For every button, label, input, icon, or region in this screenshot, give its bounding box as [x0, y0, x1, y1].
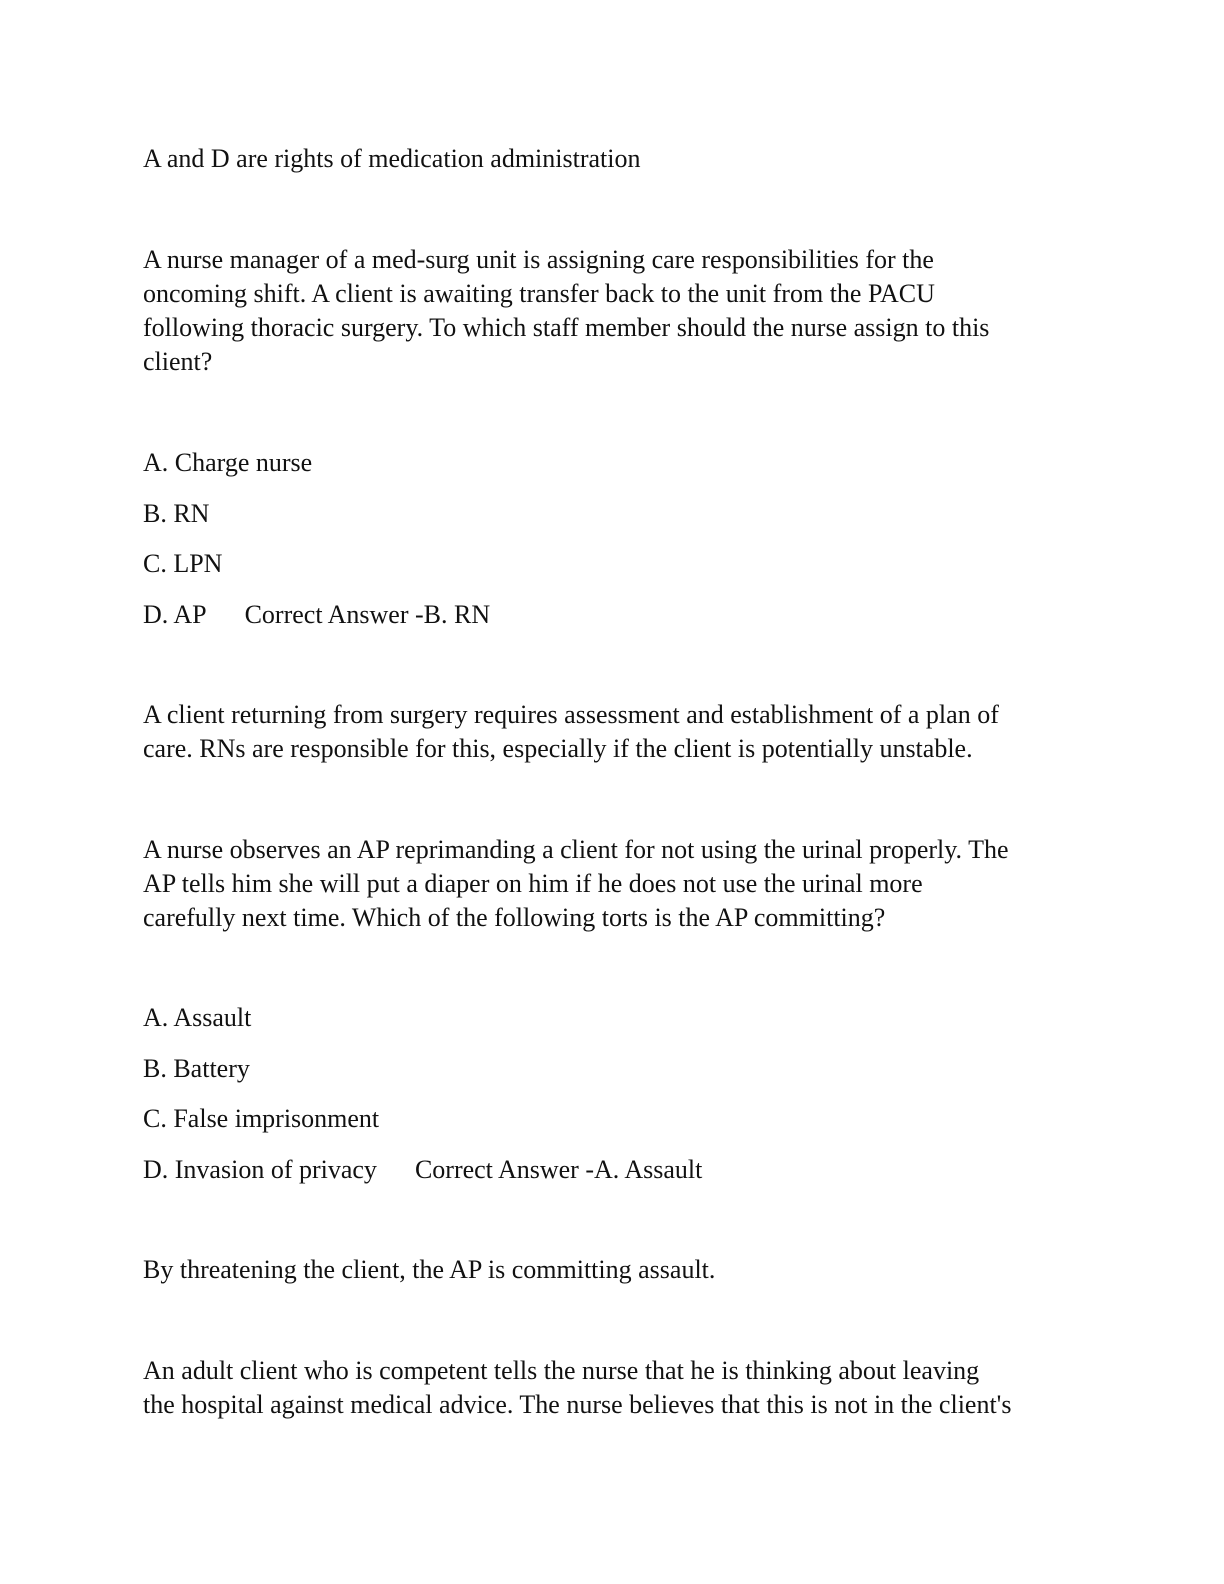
option-d: D. Invasion of privacy	[143, 1155, 377, 1184]
question-2-stem	[143, 833, 1083, 935]
question-line: A nurse observes an AP reprimanding a client for not using the urinal properly. The	[143, 835, 1009, 864]
question-1-rationale	[143, 698, 1083, 766]
correct-answer: Correct Answer -A. Assault	[414, 1155, 703, 1184]
option-d-row	[143, 1153, 702, 1187]
rationale-text: By threatening the client, the AP is committing assault.	[143, 1255, 716, 1284]
question-3-stem	[143, 1354, 1083, 1422]
question-line: the hospital against medical advice. The nurse believes that this is not in the client's	[143, 1390, 1012, 1419]
option-d-row	[143, 598, 490, 632]
question-line: following thoracic surgery. To which staff member should the nurse assign to this	[143, 313, 990, 342]
rationale-line: A client returning from surgery requires assessment and establishment of a plan of	[143, 700, 999, 729]
rationale-medication-rights	[143, 142, 1083, 176]
correct-answer: Correct Answer -B. RN	[244, 600, 491, 629]
option-b: B. Battery	[143, 1054, 250, 1083]
question-line: carefully next time. Which of the following torts is the AP committing?	[143, 903, 886, 932]
question-line: A nurse manager of a med-surg unit is assigning care responsibilities for the	[143, 245, 934, 274]
option-d: D. AP	[143, 600, 207, 629]
option-c: C. LPN	[143, 549, 223, 578]
option-b: B. RN	[143, 499, 210, 528]
question-line: client?	[143, 347, 213, 376]
option-a: A. Assault	[143, 1003, 252, 1032]
question-2-rationale	[143, 1253, 1083, 1287]
question-line: An adult client who is competent tells the nurse that he is thinking about leaving	[143, 1356, 980, 1385]
question-line: oncoming shift. A client is awaiting transfer back to the unit from the PACU	[143, 279, 935, 308]
option-a: A. Charge nurse	[143, 448, 313, 477]
rationale-line: care. RNs are responsible for this, especially if the client is potentially unstable.	[143, 734, 973, 763]
rationale-text: A and D are rights of medication administration	[143, 144, 641, 173]
question-1-stem	[143, 243, 1083, 379]
question-line: AP tells him she will put a diaper on him if he does not use the urinal more	[143, 869, 923, 898]
option-c: C. False imprisonment	[143, 1104, 380, 1133]
